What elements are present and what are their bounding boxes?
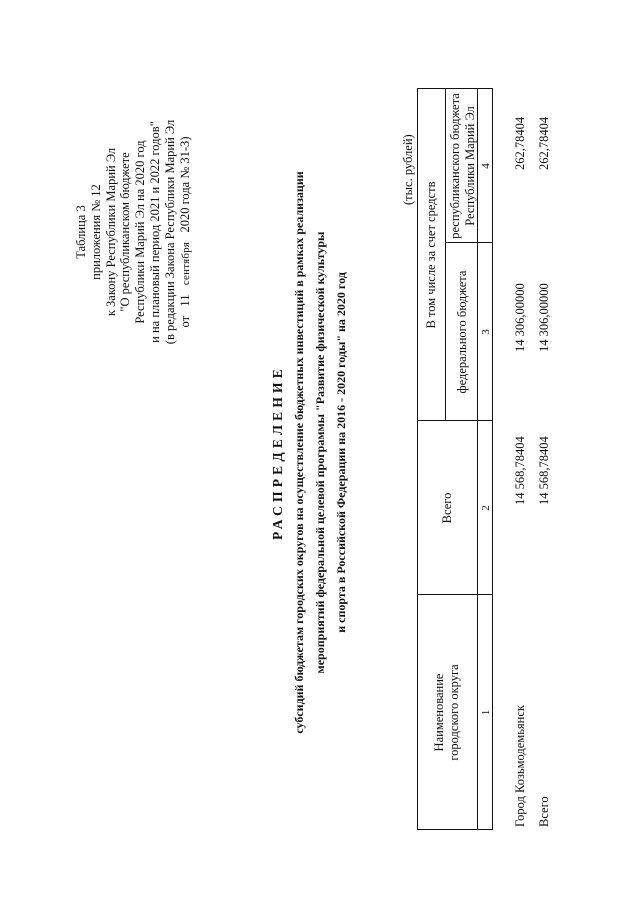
table-top-border: [417, 88, 418, 830]
table-number: Таблица 3: [74, 205, 88, 259]
header-total: Всего: [440, 492, 454, 524]
title-line-1: субсидий бюджетам городских округов на осуществление бюджетных инвестиций в рамках реализации: [292, 171, 306, 734]
budget-law-line: "О республиканском бюджете: [118, 152, 133, 312]
colnum-2: 2: [480, 505, 492, 511]
row-federal: 14 306,00000: [537, 283, 551, 352]
subheader-border: [445, 89, 446, 421]
colnum-3: 3: [480, 329, 492, 335]
date-line: [178, 107, 194, 357]
units-label: (тыс. рублей): [401, 134, 415, 205]
row-republic: 262,78404: [537, 116, 551, 170]
date-year: 2020 года № 31-З): [177, 136, 192, 233]
row-name: Всего: [537, 796, 551, 827]
row-republic: 262,78404: [513, 116, 527, 170]
planning-line: и на плановый период 2021 и 2022 годов": [147, 121, 162, 343]
title-line-2: мероприятий федеральной целевой программы "Развитие физической культуры: [313, 231, 328, 674]
header-federal: федерального бюджета: [455, 270, 469, 394]
row-total: 14 568,78404: [513, 436, 527, 505]
budget-year-line: Республики Марий Эл на 2020 год: [133, 140, 148, 324]
table-header-note: [74, 107, 193, 357]
date-prefix: от: [177, 315, 192, 328]
title-heading: РАСПРЕДЕЛЕНИЕ: [270, 365, 285, 540]
date-month: сентября: [179, 241, 192, 286]
date-day: 11: [177, 294, 192, 307]
revision-line: (в редакции Закона Республики Марий Эл: [162, 119, 177, 345]
colnum-4: 4: [480, 163, 492, 169]
appendix-line: приложения № 12: [88, 184, 103, 280]
header-republic-line1: республиканского бюджета: [448, 93, 462, 239]
colnum-1: 1: [480, 709, 492, 716]
header-name: [432, 595, 462, 830]
header-name-line2: городского округа: [447, 664, 461, 761]
header-republic: [448, 89, 478, 243]
header-republic-line2: Республики Марий Эл: [463, 106, 477, 226]
title-line-3: и спорта в Российской Федерации на 2016 - 2020 годы" на 2020 год: [334, 272, 349, 633]
header-incl: В том числе за счет средств: [424, 181, 438, 329]
row-total: 14 568,78404: [537, 436, 551, 505]
row-name: Город Козьмодемьянск: [513, 705, 527, 827]
header-name-line1: Наименование: [432, 673, 446, 752]
law-line: к Закону Республики Марий Эл: [103, 147, 118, 317]
row-federal: 14 306,00000: [513, 283, 527, 352]
document-title: [270, 0, 350, 905]
